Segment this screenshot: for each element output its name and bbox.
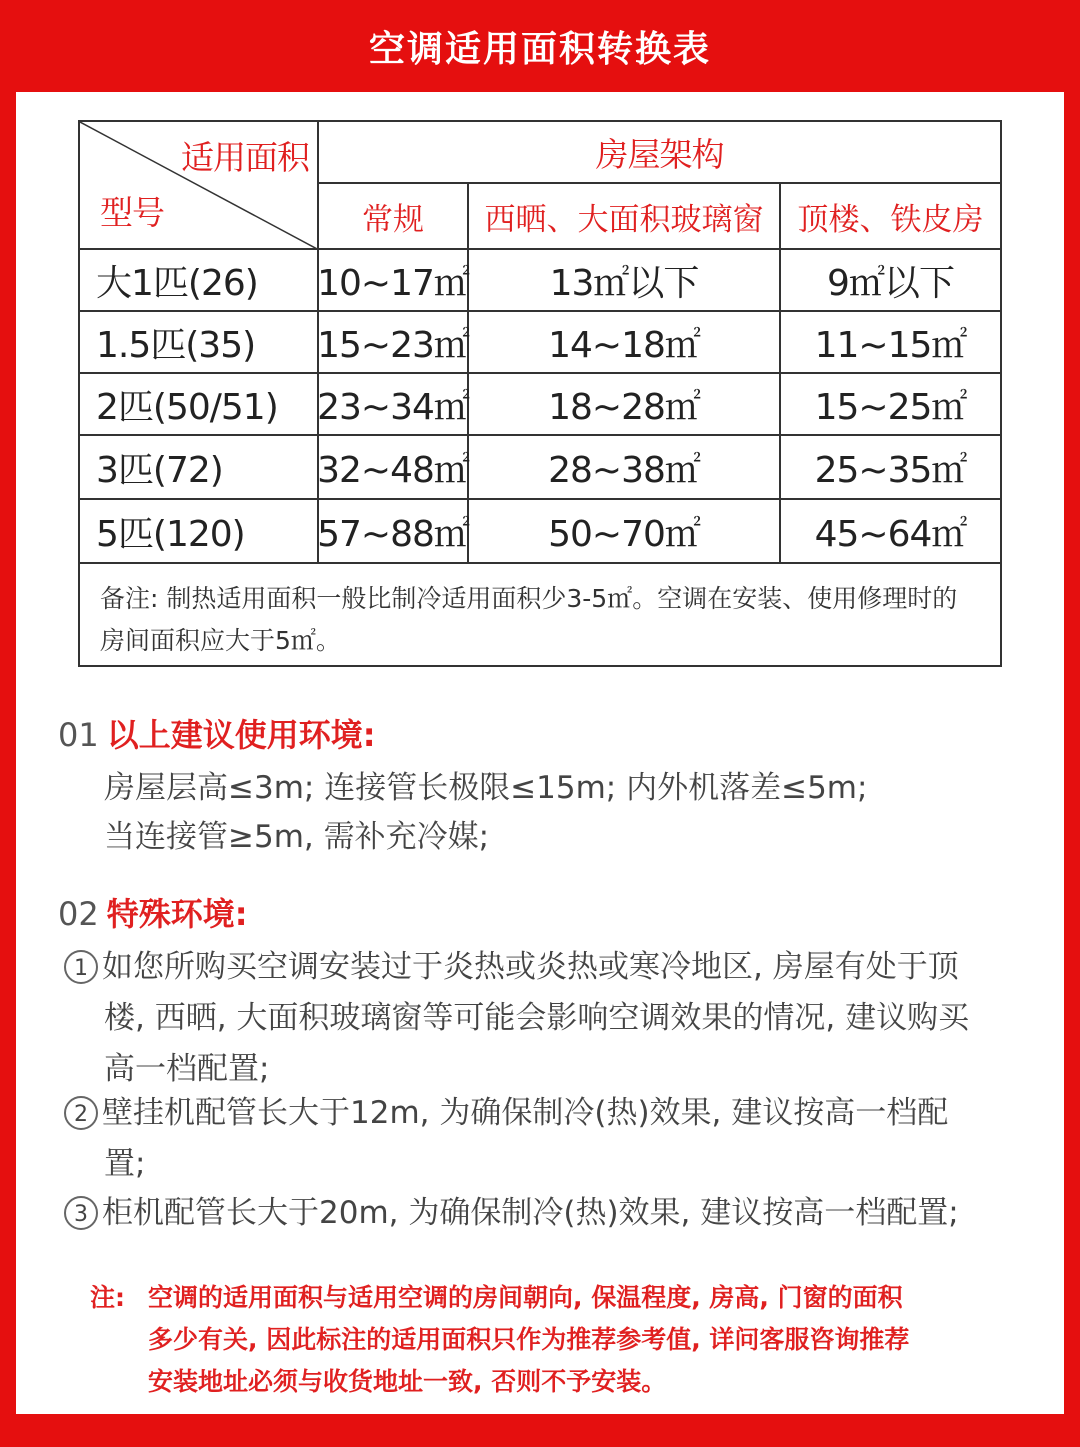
section-2-heading [58,889,248,935]
area-cell: 10~17㎡ [319,250,469,312]
model-cell: 5匹(120) [80,500,319,564]
area-cell: 18~28㎡ [469,374,781,436]
model-cell: 1.5匹(35) [80,312,319,374]
area-cell: 23~34㎡ [319,374,469,436]
circled-number: 1 [64,950,98,984]
item-line: 高一档配置; [104,1051,270,1087]
column-header: 常规 [319,184,469,250]
section-title: 特殊环境: [106,895,248,933]
footnote-lead: 注: [90,1283,125,1312]
model-cell: 大1匹(26) [80,250,319,312]
area-cell: 15~23㎡ [319,312,469,374]
model-cell: 3匹(72) [80,436,319,500]
section-1-heading [58,710,376,756]
item-line: 楼, 西晒, 大面积玻璃窗等可能会影响空调效果的情况, 建议购买 [104,1000,970,1036]
group-header: 房屋架构 [319,122,1000,184]
section-title: 以上建议使用环境: [106,716,376,754]
item-line: 置; [104,1146,146,1182]
area-cell: 9㎡以下 [781,250,1000,312]
section-1-text [104,764,1064,862]
circled-number: 2 [64,1096,98,1130]
area-cell: 57~88㎡ [319,500,469,564]
list-item [64,942,1064,1095]
item-line: 如您所购买空调安装过于炎热或炎热或寒冷地区, 房屋有处于顶 [102,949,959,985]
list-item [64,1088,1064,1190]
text-line: 房屋层高≤3m; 连接管长极限≤15m; 内外机落差≤5m; [104,770,868,806]
model-cell: 2匹(50/51) [80,374,319,436]
area-cell: 45~64㎡ [781,500,1000,564]
area-cell: 13㎡以下 [469,250,781,312]
item-line: 柜机配管长大于20m, 为确保制冷(热)效果, 建议按高一档配置; [102,1195,959,1231]
corner-label-area: 适用面积 [181,138,309,177]
footnote-line: 空调的适用面积与适用空调的房间朝向, 保温程度, 房高, 门窗的面积 [148,1283,903,1312]
circled-number: 3 [64,1196,98,1230]
item-line: 壁挂机配管长大于12m, 为确保制冷(热)效果, 建议按高一档配 [102,1095,949,1131]
area-cell: 32~48㎡ [319,436,469,500]
table-grid [80,122,1000,564]
content-panel [16,92,1064,1414]
area-cell: 11~15㎡ [781,312,1000,374]
area-cell: 50~70㎡ [469,500,781,564]
column-header: 西晒、大面积玻璃窗 [469,184,781,250]
area-cell: 28~38㎡ [469,436,781,500]
area-cell: 15~25㎡ [781,374,1000,436]
title-bar [0,0,1080,92]
area-conversion-table [78,120,1002,667]
table-note: 备注: 制热适用面积一般比制冷适用面积少3-5㎡。空调在安装、使用修理时的房间面积应大于5㎡。 [100,584,958,655]
text-line: 当连接管≥5m, 需补充冷媒; [104,819,490,855]
footnote-line: 安装地址必须与收货地址一致, 否则不予安装。 [148,1367,667,1396]
area-cell: 14~18㎡ [469,312,781,374]
footnote [90,1277,1030,1403]
section-number: 01 [58,716,99,754]
column-header: 顶楼、铁皮房 [781,184,1000,250]
corner-header [80,122,319,250]
list-item [64,1188,1064,1239]
area-cell: 25~35㎡ [781,436,1000,500]
page-title: 空调适用面积转换表 [368,28,711,70]
section-number: 02 [58,895,99,933]
corner-label-model: 型号 [100,193,164,232]
footnote-line: 多少有关, 因此标注的适用面积只作为推荐参考值, 详问客服咨询推荐 [148,1325,910,1354]
